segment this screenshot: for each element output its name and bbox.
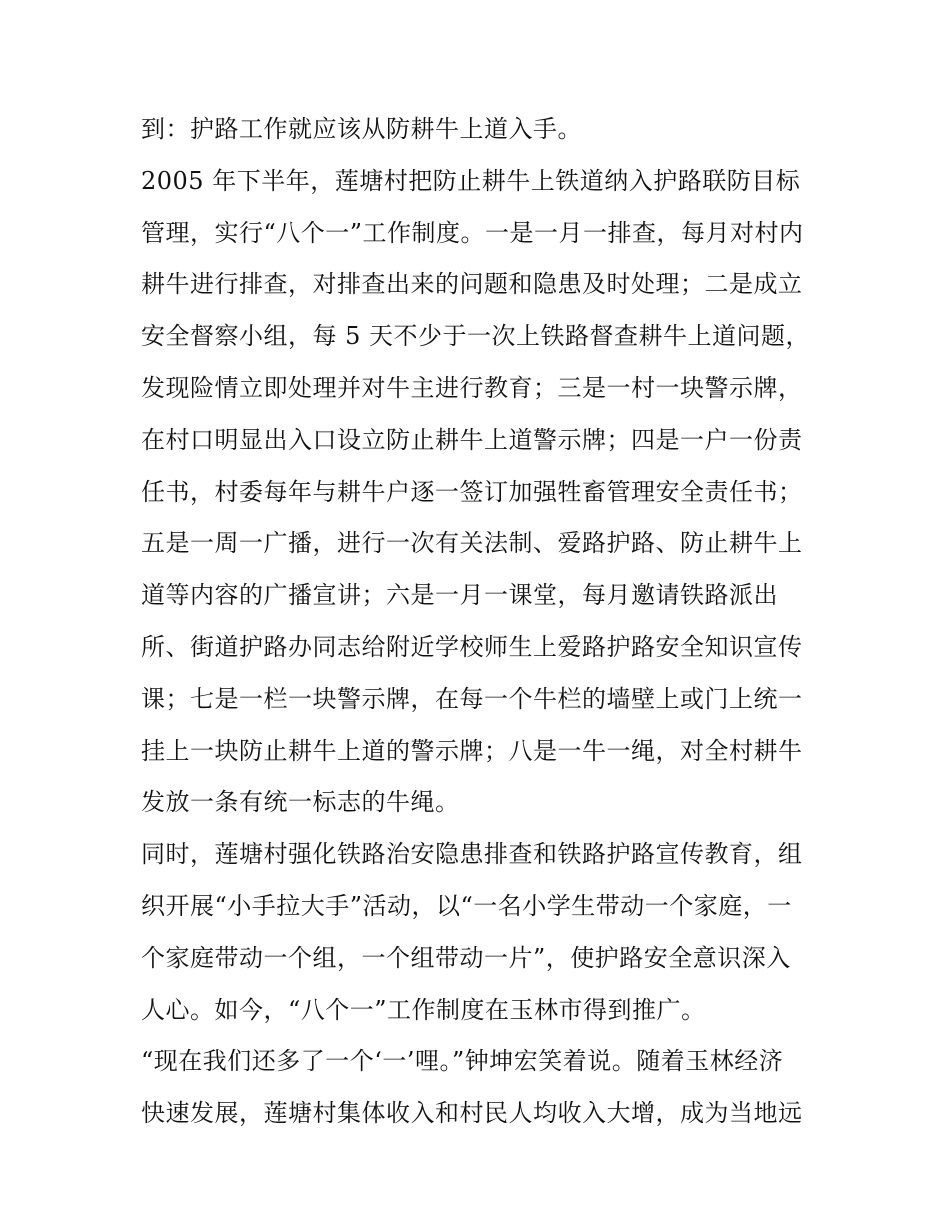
text-line: 挂上一块防止耕牛上道的警示牌；八是一牛一绳，对全村耕牛 [141,736,803,765]
text-line: 织开展“小手拉大手”活动，以“一名小学生带动一个家庭，一 [141,891,792,920]
text-line: 发放一条有统一标志的牛绳。 [141,788,460,817]
text-line: 所、街道护路办同志给附近学校师生上爱路护路安全知识宣传 [141,632,803,661]
text-line: 人心。如今，“八个一”工作制度在玉林市得到推广。 [141,995,706,1024]
text-line: 耕牛进行排查，对排查出来的问题和隐患及时处理；二是成立 [141,270,803,299]
text-line: 2005 年下半年，莲塘村把防止耕牛上铁道纳入护路联防目标 [141,166,801,195]
text-line: 个家庭带动一个组，一个组带动一片”，使护路安全意识深入 [141,943,791,972]
document-body [141,104,817,1140]
text-line: 同时，莲塘村强化铁路治安隐患排查和铁路护路宣传教育，组 [141,840,803,869]
text-line: 道等内容的广播宣讲；六是一月一课堂，每月邀请铁路派出 [141,581,778,610]
text-line: 发现险情立即处理并对牛主进行教育；三是一村一块警示牌， [141,373,803,402]
text-line: 管理，实行“八个一”工作制度。一是一月一排查，每月对村内 [141,218,804,247]
text-line: 在村口明显出入口设立防止耕牛上道警示牌；四是一户一份责 [141,425,803,454]
text-line: 任书，村委每年与耕牛户逐一签订加强牲畜管理安全责任书； [141,477,803,506]
text-line: 到：护路工作就应该从防耕牛上道入手。 [141,115,582,143]
text-line: 五是一周一广播，进行一次有关法制、爱路护路、防止耕牛上 [141,529,803,558]
text-line: 安全督察小组，每 5 天不少于一次上铁路督查耕牛上道问题， [141,322,811,351]
text-line: 课；七是一栏一块警示牌，在每一个牛栏的墙壁上或门上统一 [141,684,803,713]
text-line: 快速发展，莲塘村集体收入和村民人均收入大增，成为当地远 [141,1099,803,1128]
text-line: “现在我们还多了一个‘一’哩。”钟坤宏笑着说。随着玉林经济 [141,1047,784,1076]
